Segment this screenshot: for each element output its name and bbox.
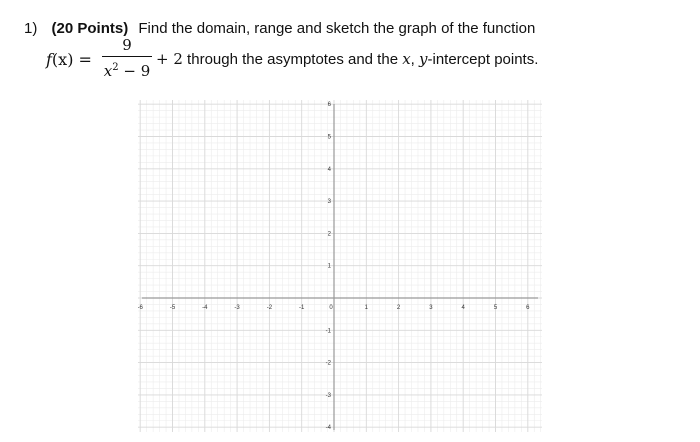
x-tick-label: -1: [299, 305, 305, 311]
y-tick-label: 1: [327, 263, 331, 270]
y-tick-label: 4: [327, 166, 331, 173]
coordinate-grid: [138, 100, 542, 432]
x-tick-label: 2: [396, 305, 401, 311]
x-tick-label: -5: [169, 305, 176, 311]
fraction-numerator: 9: [122, 36, 132, 54]
x-tick-label: -2: [266, 305, 273, 311]
x-tick-label: 1: [364, 305, 368, 311]
y-tick-label: 6: [327, 102, 331, 109]
y-tick-label: -3: [325, 392, 331, 399]
question-number: 1): [24, 20, 38, 37]
x-tick-label: 3: [429, 305, 433, 311]
y-tick-label: -2: [325, 360, 331, 367]
y-tick-label: -4: [325, 425, 331, 432]
question-points: (20 Points): [51, 20, 129, 37]
x-tick-label: -6: [138, 305, 143, 311]
question-header: [24, 20, 535, 37]
formula-fraction: [102, 36, 152, 80]
x-tick-label: 0: [329, 305, 333, 311]
x-tick-label: -3: [234, 305, 240, 311]
x-tick-label: 4: [461, 305, 465, 311]
y-tick-label: 2: [327, 231, 331, 238]
formula-rhs: + 2 through the asymptotes and the x, y-intercept points.: [156, 50, 539, 68]
formula-lhs: f(x) =: [46, 50, 92, 69]
y-tick-label: 3: [327, 199, 331, 206]
fraction-bar: [102, 56, 152, 57]
x-tick-label: -4: [202, 305, 208, 311]
x-tick-label: 5: [493, 305, 498, 311]
fraction-denominator: $x^2 - 9$: [103, 62, 151, 80]
question-prompt: Find the domain, range and sketch the graph of the function: [138, 20, 536, 37]
x-tick-label: 6: [526, 305, 530, 311]
y-tick-label: 5: [327, 134, 331, 141]
y-tick-label: -1: [325, 328, 331, 335]
